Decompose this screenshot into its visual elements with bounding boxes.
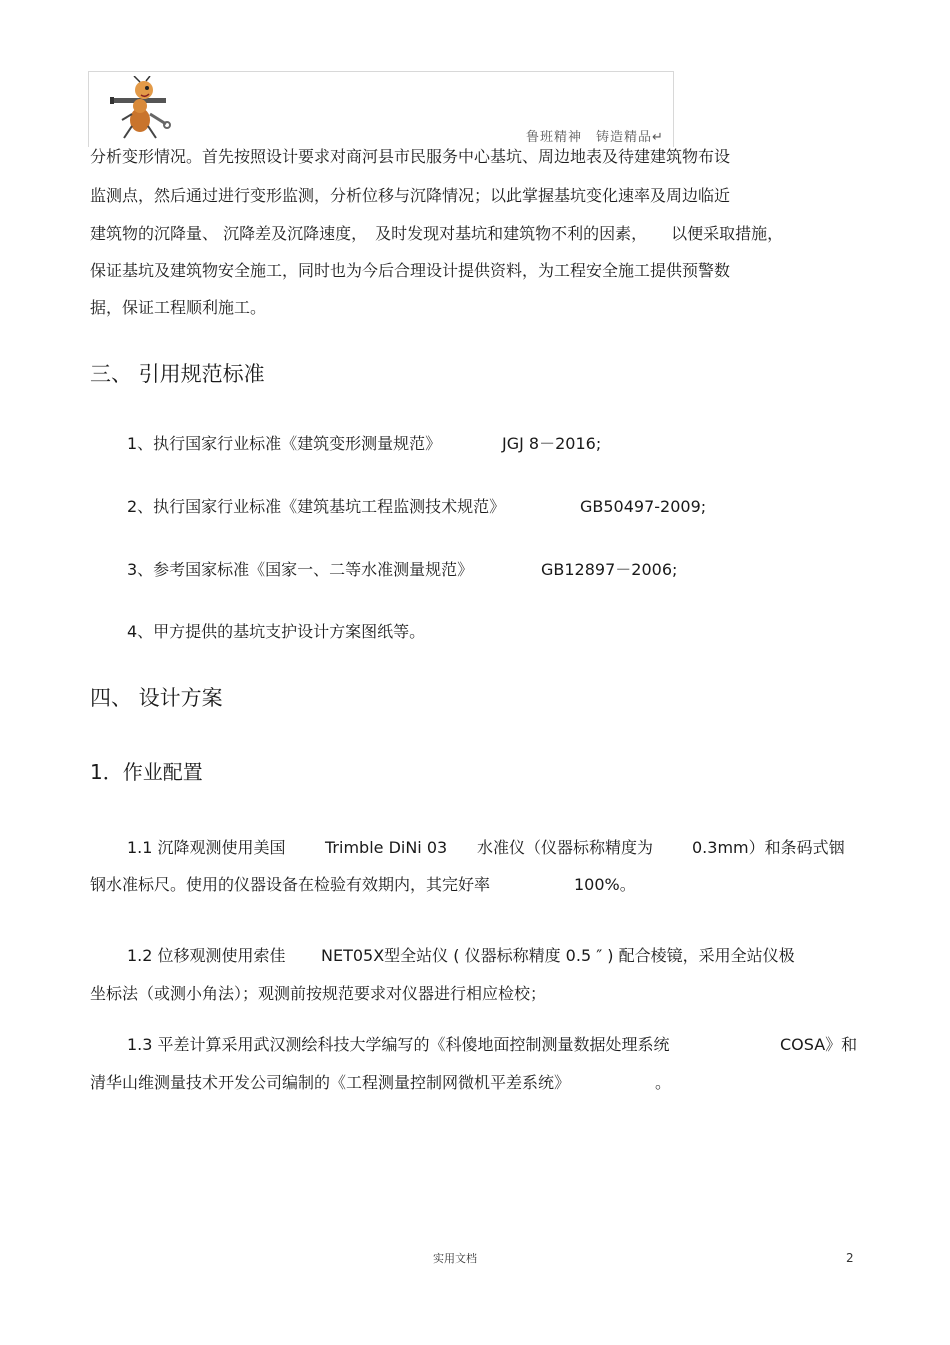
reference-item-1: 1、执行国家行业标准《建筑变形测量规范》 (127, 434, 442, 453)
header-slogan: 鲁班精神 铸造精品↵ (526, 130, 664, 145)
subsection-1-heading: 1．作业配置 (90, 760, 203, 784)
reference-code-2: GB50497-2009; (580, 497, 707, 516)
footer-label: 实用文档 (433, 1252, 477, 1265)
intro-line-1: 分析变形情况。首先按照设计要求对商河县市民服务中心基坑、周边地表及待建建筑物布设 (90, 147, 731, 166)
reference-code-1: JGJ 8－2016; (502, 434, 602, 453)
para-1-1-c: 水准仪（仪器标称精度为 (477, 838, 654, 857)
para-1-2-c: 坐标法（或测小角法）；观测前按规范要求对仪器进行相应检校； (90, 984, 547, 1003)
para-1-1-b: Trimble DiNi 03 (325, 838, 448, 857)
reference-item-2: 2、执行国家行业标准《建筑基坑工程监测技术规范》 (127, 497, 506, 516)
para-1-2-a: 1.2 位移观测使用索佳 (127, 946, 286, 965)
section-3-heading: 三、 引用规范标准 (90, 362, 265, 386)
intro-line-3: 建筑物的沉降量、 沉降差及沉降速度， 及时发现对基坑和建筑物不利的因素， 以便采取措施， (90, 224, 784, 243)
section-4-heading: 四、 设计方案 (90, 686, 223, 710)
intro-line-4: 保证基坑及建筑物安全施工，同时也为今后合理设计提供资料，为工程安全施工提供预警数 (90, 261, 731, 280)
para-1-1-a: 1.1 沉降观测使用美国 (127, 838, 286, 857)
page-number: 2 (846, 1251, 854, 1265)
para-1-1-d: 0.3mm）和条码式铟 (692, 838, 845, 857)
intro-line-2: 监测点，然后通过进行变形监测，分析位移与沉降情况；以此掌握基坑变化速率及周边临近 (90, 186, 731, 205)
intro-line-5: 据，保证工程顺利施工。 (90, 298, 267, 317)
reference-item-4: 4、甲方提供的基坑支护设计方案图纸等。 (127, 622, 426, 641)
para-1-3-a: 1.3 平差计算采用武汉测绘科技大学编写的《科傻地面控制测量数据处理系统 (127, 1035, 670, 1054)
para-1-3-b: COSA》和 (780, 1035, 858, 1054)
ant-worker-logo-icon (110, 76, 172, 142)
para-1-3-d: 。 (655, 1073, 672, 1092)
para-1-1-f: 100%。 (574, 875, 636, 894)
reference-code-3: GB12897－2006; (541, 560, 678, 579)
reference-item-3: 3、参考国家标准《国家一、二等水准测量规范》 (127, 560, 474, 579)
para-1-1-e: 钢水准标尺。使用的仪器设备在检验有效期内，其完好率 (90, 875, 491, 894)
para-1-3-c: 清华山维测量技术开发公司编制的《工程测量控制网微机平差系统》 (90, 1073, 571, 1092)
para-1-2-b: NET05X型全站仪 ( 仪器标称精度 0.5 ″ ) 配合棱镜，采用全站仪极 (321, 946, 795, 965)
